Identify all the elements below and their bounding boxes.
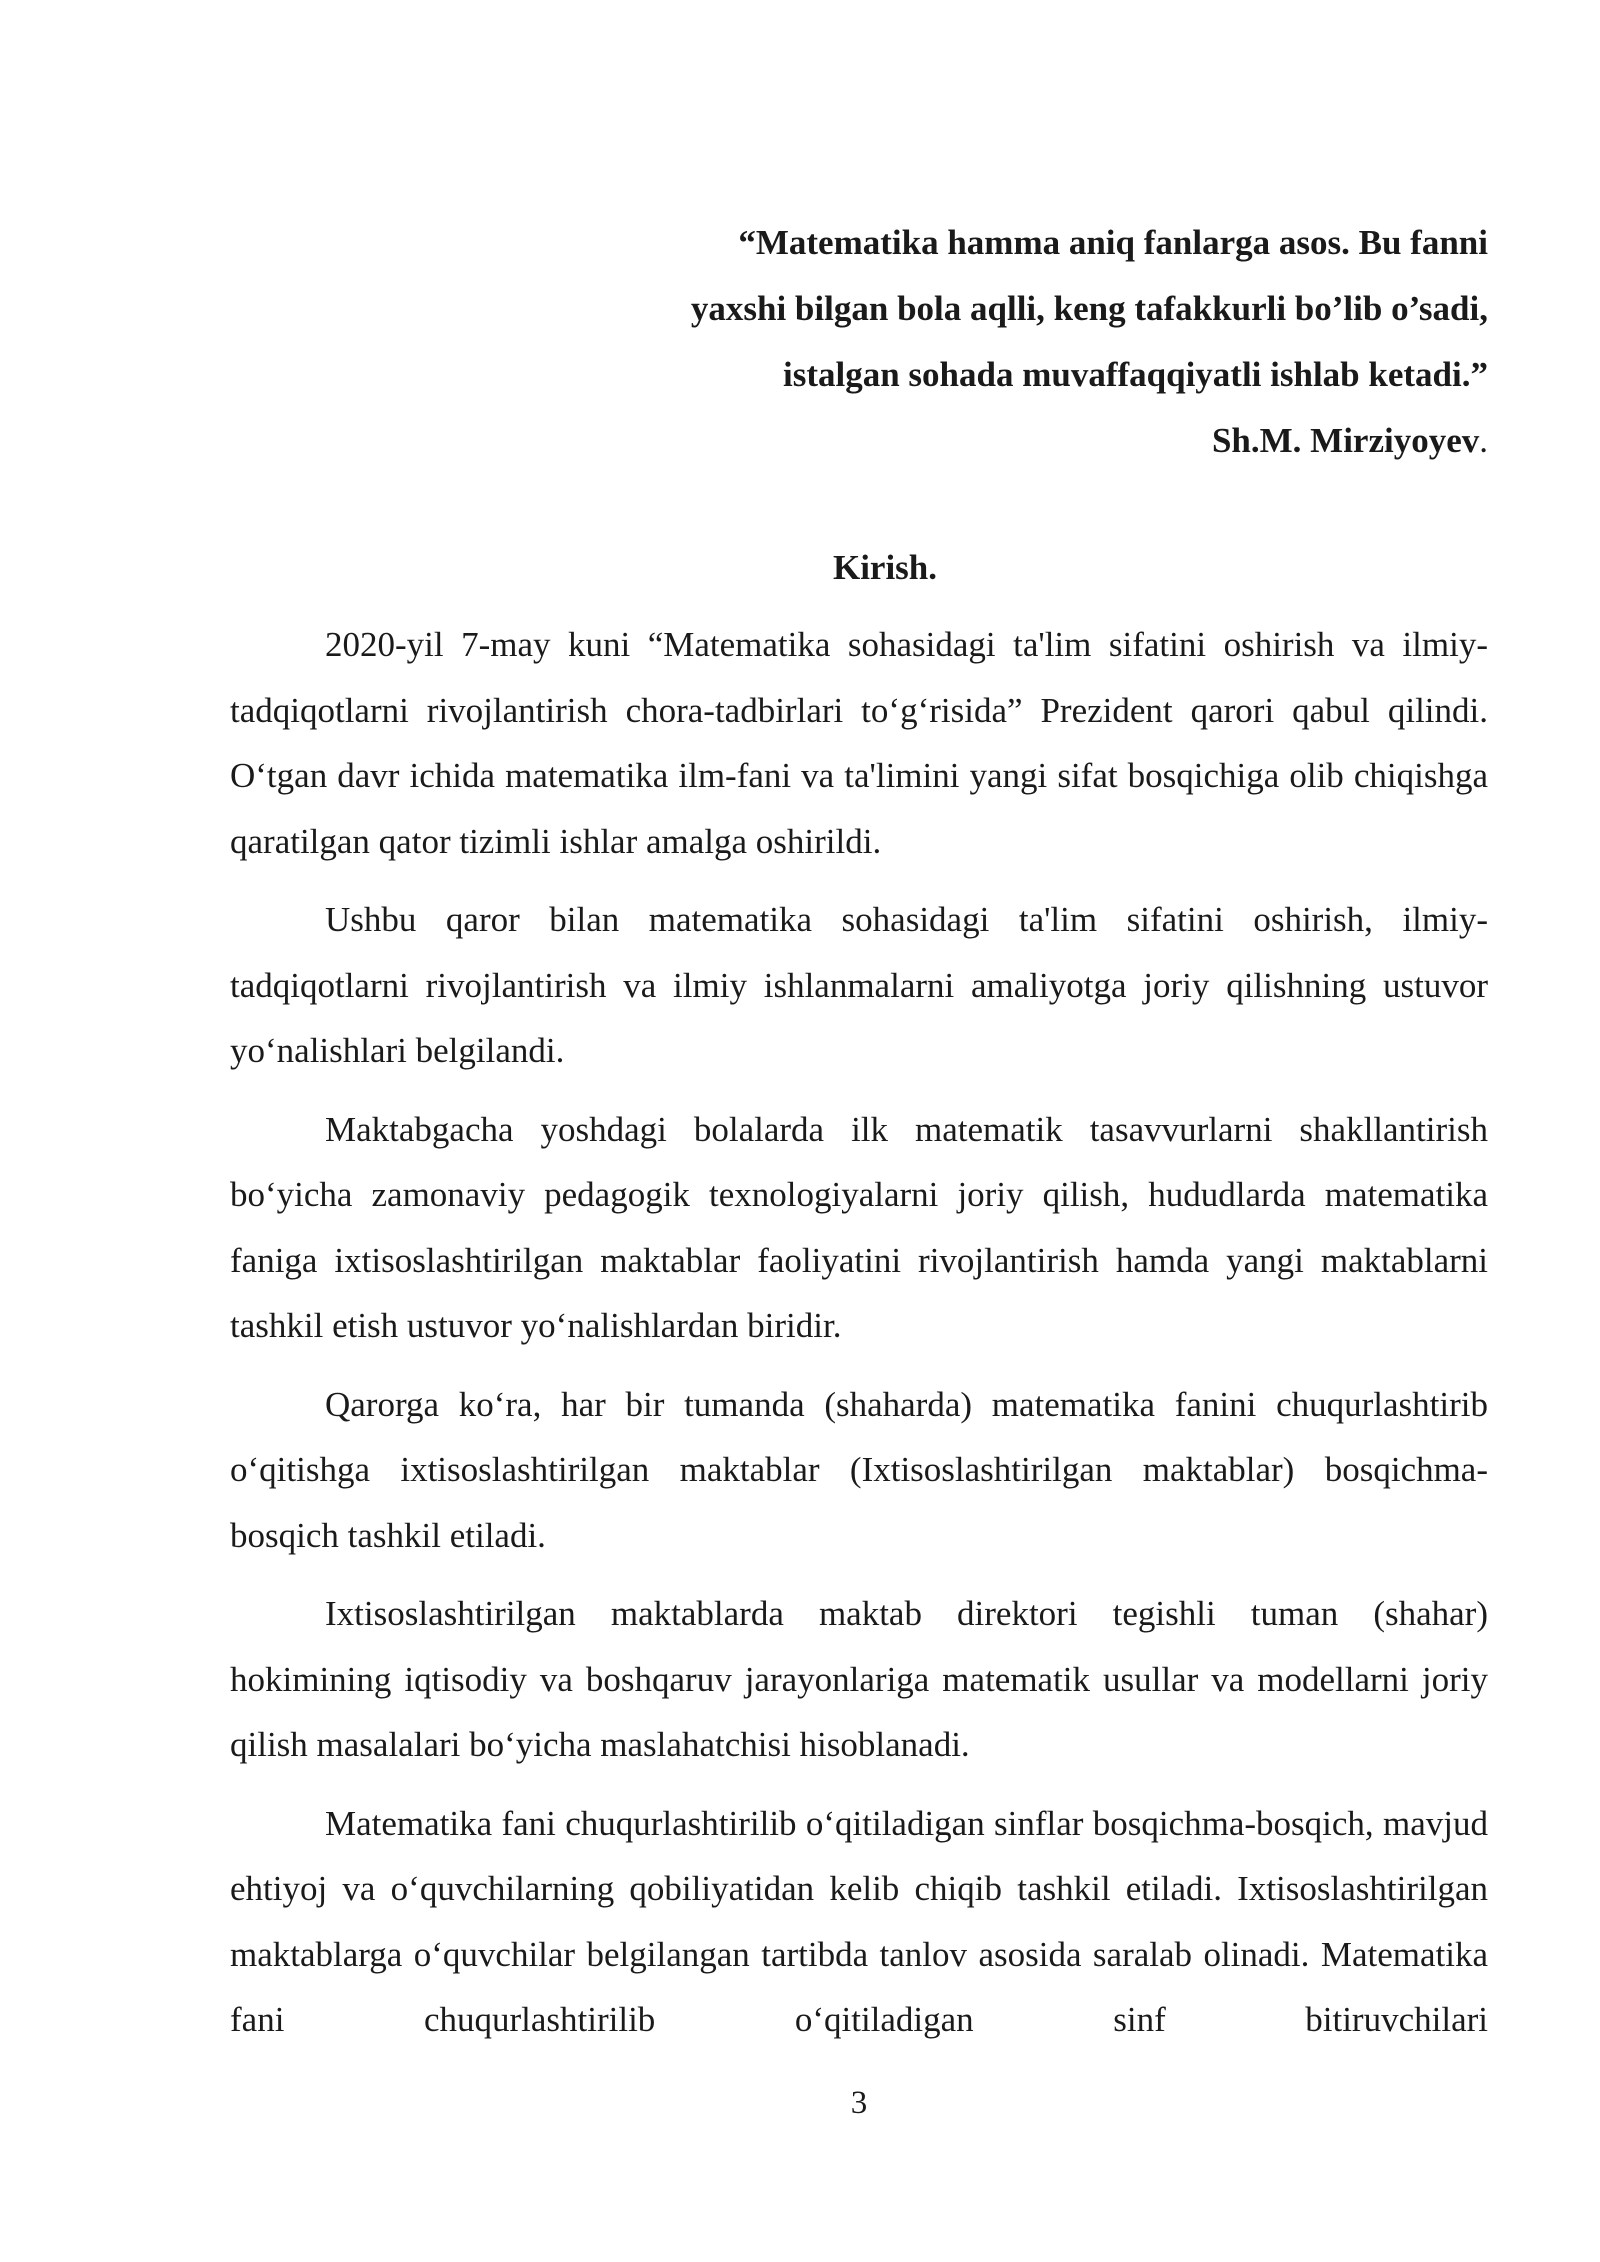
paragraph: Qarorga ko‘ra, har bir tumanda (shaharda) matematika fanini chuqurlashtirib o‘qitishga ixtisoslashtirilgan maktablar (Ixtisoslashtirilgan maktablar) bosqichma-bosqich tashkil etiladi.	[230, 1384, 1488, 1555]
epigraph-quote	[488, 210, 1488, 474]
epigraph-line: yaxshi bilgan bola aqlli, keng tafakkurli bo’lib o’sadi,	[690, 289, 1488, 328]
paragraph: Matematika fani chuqurlashtirilib o‘qitiladigan sinflar bosqichma-bosqich, mavjud ehtiyoj va o‘quvchilarning qobiliyatidan kelib chiqib tashkil etiladi. Ixtisoslashtirilgan maktablarga o‘quvchilar belgilangan tartibda tanlov asosida saralab olinadi. Matematika fani chuqurlashtirilib o‘qitiladigan sinf bitiruvchilari	[230, 1803, 1488, 2039]
paragraph: Ushbu qaror bilan matematika sohasidagi ta'lim sifatini oshirish, ilmiy-tadqiqotlarni rivojlantirish va ilmiy ishlanmalarni amaliyotga joriy qilishning ustuvor yo‘nalishlari belgilandi.	[230, 900, 1488, 1070]
page-number: 3	[850, 2085, 868, 2121]
paragraph: Maktabgacha yoshdagi bolalarda ilk matematik tasavvurlarni shakllantirish bo‘yicha zamonaviy pedagogik texnologiyalarni joriy qilish, hududlarda matematika faniga ixtisoslashtirilgan maktablar faoliyatini rivojlantirish hamda yangi maktablarni tashkil etish ustuvor yo‘nalishlardan biridir.	[230, 1109, 1488, 1345]
paragraph: 2020-yil 7-may kuni “Matematika sohasidagi ta'lim sifatini oshirish va ilmiy-tadqiqotlarni rivojlantirish chora-tadbirlari to‘g‘risida” Prezident qarori qabul qilindi. O‘tgan davr ichida matematika ilm-fani va ta'limini yangi sifat bosqichiga olib chiqishga qaratilgan qator tizimli ishlar amalga oshirildi.	[230, 625, 1488, 861]
epigraph-line: “Matematika hamma aniq fanlarga asos. Bu fanni	[738, 223, 1488, 262]
body-text	[230, 612, 1488, 2053]
epigraph-author-period: .	[1479, 421, 1488, 460]
epigraph-author-line	[488, 408, 1488, 474]
epigraph-author: Sh.M. Mirziyoyev	[1211, 421, 1480, 460]
epigraph-line: istalgan sohada muvaffaqqiyatli ishlab ketadi.”	[782, 355, 1488, 394]
paragraph: Ixtisoslashtirilgan maktablarda maktab direktori tegishli tuman (shahar) hokimining iqtisodiy va boshqaruv jarayonlariga matematik usullar va modellarni joriy qilish masalalari bo‘yicha maslahatchisi hisoblanadi.	[230, 1594, 1488, 1764]
section-heading: Kirish.	[832, 548, 938, 587]
